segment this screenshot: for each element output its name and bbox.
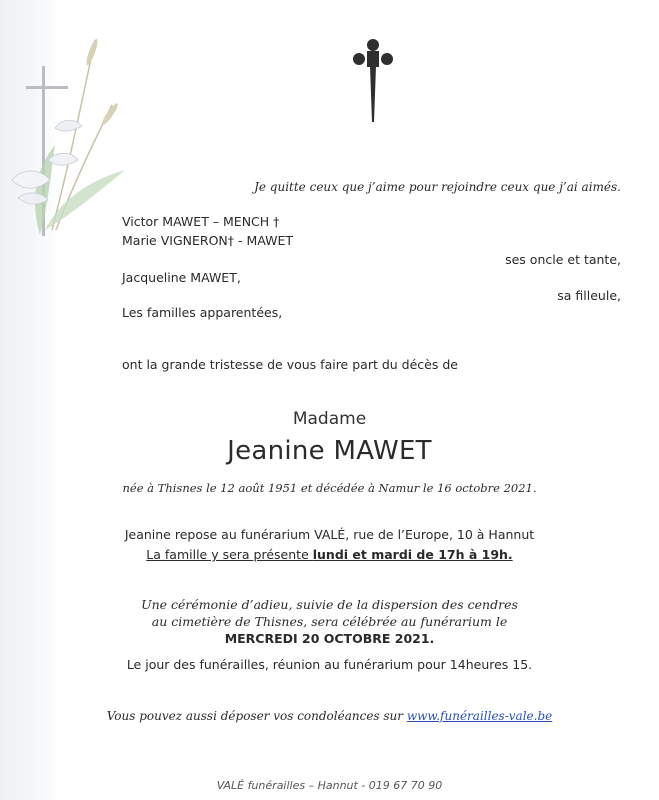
- visitation-times: [0, 547, 659, 562]
- condolences-text: Vous pouvez aussi déposer vos condoléances sur: [106, 709, 407, 723]
- family-member-name: Victor MAWET – MENCH †: [122, 214, 280, 229]
- condolences-link[interactable]: www.funérailles-vale.be: [406, 709, 553, 723]
- cross-icon: [352, 38, 394, 122]
- family-member-name: Les familles apparentées,: [122, 305, 283, 320]
- lily-cross-decoration: [0, 30, 135, 245]
- visitation-times-days: lundi et mardi de 17h à 19h.: [312, 547, 513, 562]
- condolences-line: [0, 709, 659, 723]
- ceremony-line: au cimetière de Thisnes, sera célébrée au funérarium le: [151, 614, 508, 629]
- announcement-text: ont la grande tristesse de vous faire part du décès de: [122, 357, 458, 372]
- deceased-title: Madame: [292, 409, 367, 429]
- ceremony-line: Une cérémonie d’adieu, suivie de la dispersion des cendres: [141, 597, 518, 612]
- meeting-info: Le jour des funérailles, réunion au funérarium pour 14heures 15.: [126, 657, 533, 672]
- quote-text: Je quitte ceux que j’aime pour rejoindre ceux que j’ai aimés.: [254, 180, 621, 194]
- visitation-location: Jeanine repose au funérarium VALÉ, rue de l’Europe, 10 à Hannut: [124, 527, 535, 542]
- family-relation: ses oncle et tante,: [505, 252, 621, 267]
- family-member-name: Marie VIGNERON† - MAWET: [122, 233, 294, 248]
- family-member-name: Jacqueline MAWET,: [122, 270, 241, 285]
- deceased-name: Jeanine MAWET: [227, 436, 432, 466]
- ceremony-date: MERCREDI 20 OCTOBRE 2021.: [224, 631, 435, 646]
- deceased-dates: née à Thisnes le 12 août 1951 et décédée à Namur le 16 octobre 2021.: [122, 481, 537, 495]
- visitation-times-prefix: La famille y sera présente: [146, 547, 313, 562]
- footer-contact: VALÉ funérailles – Hannut - 019 67 70 90: [216, 779, 443, 792]
- family-relation: sa filleule,: [557, 288, 621, 303]
